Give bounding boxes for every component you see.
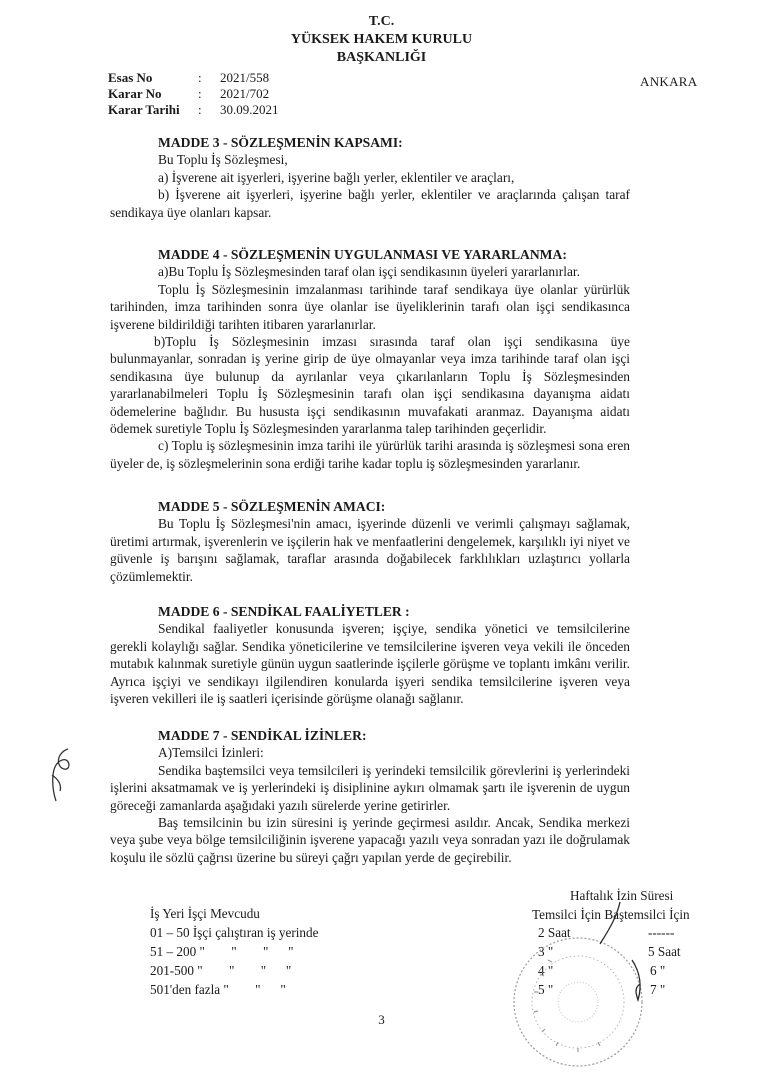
table-head-left: İş Yeri İşçi Mevcudu: [150, 906, 260, 921]
article-3-p2: a) İşverene ait işyerleri, işyerine bağlı yerler, eklentiler ve araçları,: [158, 169, 515, 185]
signature-stroke: [580, 900, 670, 1010]
tarih-label: Karar Tarihi: [108, 102, 180, 117]
table-cell-temsilci: 5 ": [538, 982, 554, 997]
karar-label: Karar No: [108, 86, 162, 101]
city: ANKARA: [640, 74, 698, 89]
table-cell-temsilci: 3 ": [538, 944, 554, 959]
colon: :: [198, 102, 202, 117]
colon: :: [198, 86, 202, 101]
article-3: [110, 134, 630, 221]
table-row: [150, 980, 286, 999]
esas-value: 2021/558: [220, 70, 270, 85]
tarih-row: [108, 102, 279, 118]
leave-table: [150, 904, 260, 923]
karar-row: [108, 86, 279, 102]
esas-label: Esas No: [108, 70, 153, 85]
header-institution: YÜKSEK HAKEM KURULU: [290, 32, 473, 47]
table-cell-temsilci: 2 Saat: [538, 925, 571, 940]
table-row: [150, 923, 318, 942]
article-6-title: MADDE 6 - SENDİKAL FAALİYETLER :: [158, 604, 410, 619]
table-row-label: 501'den fazla " " ": [150, 982, 286, 997]
case-meta: [108, 70, 279, 118]
article-7-p3: Baş temsilcinin bu izin süresini iş yerinde geçirmesi asıldır. Ancak, Sendika merkezi veya şube veya bölge temsilciliğinin işverene yapacağı yazılı veya sonradan yazı ile doğrulamak koşulu ile sözlü çağrısı üzerine bu süreyi çağrı yapılan yerde de geçirebilir.: [110, 815, 630, 865]
article-5-p1: Bu Toplu İş Sözleşmesi'nin amacı, işyerinde düzenli ve verimli çalışmayı sağlamak, üretimi artırmak, işverenlerin ve işçilerin hak ve menfaatlerini dengelemek, karşılıklı iyi niyet ve güvenle iş barışını sağlamak, taraflar arasında doğabilecek farklılıkları uzlaştırıcı yollarla çözümlemektir.: [110, 516, 630, 584]
handwritten-paraph: [42, 745, 82, 805]
article-4-p3: b)Toplu İş Sözleşmesinin imzası sırasında taraf olan işçi sendikasına üye bulunmayanlar, sonradan iş yerine girip de üye olmayanlar veya imza tarihinde taraf olan işçi sendikasına üye bulunup da ayrılanlar veya çıkarılanların Toplu İş Sözleşmesinden yararlanabilmeleri Toplu İş Sözleşmesinin tarafı olan işçi sendikasına dayanışma aidatı ödemelerine bağlıdır. Bu hususta işçi sendikasının muvafakati aranmaz. Dayanışma aidatı ödemek suretiyle Toplu İş Sözleşmesinden yararlanma talep tarihinden geçerlidir.: [110, 334, 630, 437]
article-4-p4: c) Toplu iş sözleşmesinin imza tarihi ile yürürlük tarihi arasında iş sözleşmesi sona eren üyeler de, iş sözleşmelerinin sona erdiği tarihe kadar toplu iş sözleşmesinden yararlanır.: [110, 438, 630, 471]
article-7: [110, 727, 630, 866]
article-7-p1: A)Temsilci İzinleri:: [158, 745, 264, 761]
header-department: BAŞKANLIĞI: [336, 50, 427, 65]
article-3-p3: b) İşverene ait işyerleri, işyerine bağlı yerler, eklentiler ve araçlarında çalışan taraf sendikaya üye olanları kapsar.: [110, 187, 630, 220]
table-cell-bastemsilci: 6 ": [650, 963, 666, 978]
table-row: [150, 961, 291, 980]
article-4-p2: Toplu İş Sözleşmesinin imzalanması tarihinde taraf sendikaya üye olanlar yürürlük tarihinden, imza tarihinden sonra üye olanlar ise üyeliklerinin tarafı olan işçi sendikasınca işverene bildirildiği tarihten itibaren yararlanırlar.: [110, 281, 630, 332]
page-number: 3: [378, 1012, 385, 1027]
table-row: [150, 942, 294, 961]
article-5-title: MADDE 5 - SÖZLEŞMENİN AMACI:: [158, 499, 386, 514]
colon: :: [198, 70, 202, 85]
table-row-label: 01 – 50 İşçi çalıştıran iş yerinde: [150, 925, 319, 940]
table-cell-temsilci: 4 ": [538, 963, 554, 978]
table-cell-bastemsilci: 7 ": [650, 982, 666, 997]
tarih-value: 30.09.2021: [220, 102, 279, 117]
header-tc: T.C.: [368, 14, 395, 29]
article-5: [110, 498, 630, 585]
table-cell-bastemsilci: ------: [648, 925, 675, 940]
article-6-p1: Sendikal faaliyetler konusunda işveren; işçiye, sendika yönetici ve temsilcilerine gerekli kolaylığı sağlar. Sendika yöneticilerine ve temsilcilerine işveren veya vekili ile önceden mutabık kalınmak suretiyle günün uygun saatlerinde işçilerle görüşme ve toplantı imkânı verilir. Ayrıca işçiyi ve sendikayı ilgilendiren konularda işyeri sendika temsilcilerine işveren veya işveren vekilleri ile iş saatleri içerisinde görüşme olanağı sağlanır.: [110, 621, 630, 707]
table-row-label: 51 – 200 " " " ": [150, 944, 294, 959]
table-head-right: Temsilci İçin Baştemsilci İçin: [532, 907, 690, 922]
article-7-p2: Sendika baştemsilci veya temsilcileri iş yerindeki temsilcilik görevlerini iş yerlerindeki işlerini aksatmamak ve iş yerlerindeki iş disiplinine aykırı olmamak şartı ile işverenin de uygun göreceği zamanlarda aşağıdaki yazılı sürelerde yerine getirirler.: [110, 762, 630, 813]
article-4: [110, 246, 630, 472]
article-4-title: MADDE 4 - SÖZLEŞMENİN UYGULANMASI VE YARARLANMA:: [158, 247, 567, 262]
esas-row: [108, 70, 279, 86]
article-3-p1: Bu Toplu İş Sözleşmesi,: [158, 152, 288, 168]
article-6: [110, 603, 630, 707]
article-3-title: MADDE 3 - SÖZLEŞMENİN KAPSAMI:: [158, 135, 403, 150]
article-7-title: MADDE 7 - SENDİKAL İZİNLER:: [158, 728, 367, 743]
table-cell-bastemsilci: 5 Saat: [648, 944, 681, 959]
table-head-top: Haftalık İzin Süresi: [570, 888, 674, 903]
table-row-label: 201-500 " " " ": [150, 963, 292, 978]
article-4-p1: a)Bu Toplu İş Sözleşmesinden taraf olan işçi sendikasının üyeleri yararlanırlar.: [158, 264, 580, 280]
karar-value: 2021/702: [220, 86, 270, 101]
